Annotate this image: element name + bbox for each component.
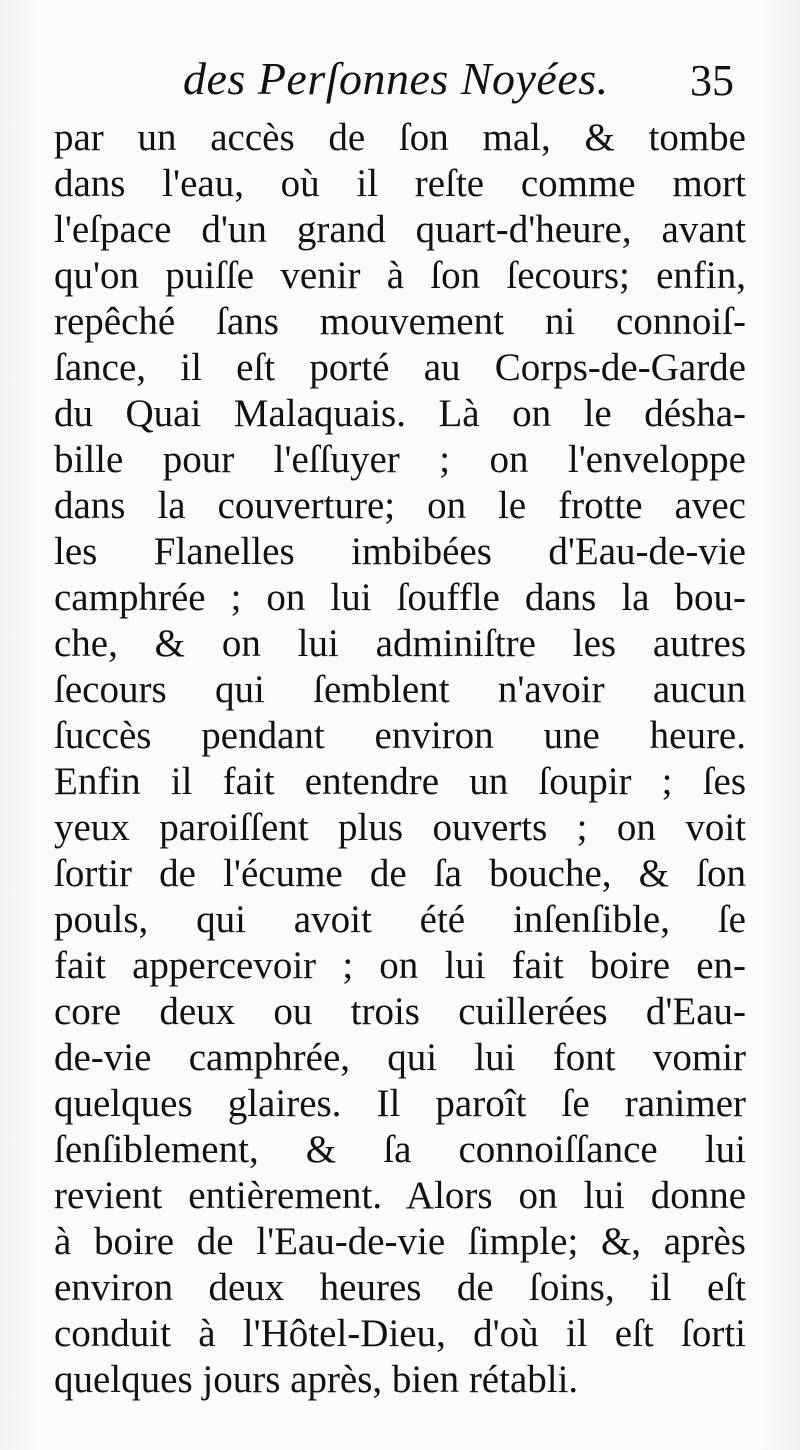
text-line: core deux ou trois cuillerées d'Eau- bbox=[54, 990, 746, 1033]
text-line: pouls, qui avoit été inſenſible, ſe bbox=[54, 898, 746, 941]
text-line: du Quai Malaquais. Là on le désha- bbox=[54, 392, 746, 435]
text-line: à boire de l'Eau-de-vie ſimple; &, après bbox=[54, 1220, 746, 1263]
text-line: ſortir de l'écume de ſa bouche, & ſon bbox=[54, 852, 746, 895]
text-line: ſance, il eſt porté au Corps-de-Garde bbox=[54, 346, 746, 389]
text-line: ſuccès pendant environ une heure. bbox=[54, 714, 746, 757]
text-line: l'eſpace d'un grand quart-d'heure, avant bbox=[54, 208, 746, 251]
text-line: ſecours qui ſemblent n'avoir aucun bbox=[54, 668, 746, 711]
text-line: de-vie camphrée, qui lui font vomir bbox=[54, 1036, 746, 1079]
text-line: par un accès de ſon mal, & tombe bbox=[54, 116, 746, 159]
text-line: environ deux heures de ſoins, il eſt bbox=[54, 1266, 746, 1309]
text-line: repêché ſans mouvement ni connoiſ- bbox=[54, 300, 746, 343]
text-line: quelques jours après, bien rétabli. bbox=[54, 1358, 579, 1401]
text-line: les Flanelles imbibées d'Eau-de-vie bbox=[54, 530, 746, 573]
text-line: dans l'eau, où il reſte comme mort bbox=[54, 162, 746, 205]
text-line: che, & on lui adminiſtre les autres bbox=[54, 622, 746, 665]
text-line: ſenſiblement, & ſa connoiſſance lui bbox=[54, 1128, 746, 1171]
text-line: dans la couverture; on le frotte avec bbox=[54, 484, 746, 527]
text-line: revient entièrement. Alors on lui donne bbox=[54, 1174, 746, 1217]
running-title: des Perſonnes Noyées. bbox=[183, 53, 609, 104]
text-line: camphrée ; on lui ſouffle dans la bou- bbox=[54, 576, 746, 619]
text-line: quelques glaires. Il paroît ſe ranimer bbox=[54, 1082, 746, 1125]
text-line: Enfin il fait entendre un ſoupir ; ſes bbox=[54, 760, 746, 803]
text-line: qu'on puiſſe venir à ſon ſecours; enfin, bbox=[54, 254, 746, 297]
text-line: conduit à l'Hôtel-Dieu, d'où il eſt ſorti bbox=[54, 1312, 746, 1355]
text-line: yeux paroiſſent plus ouverts ; on voit bbox=[54, 806, 746, 849]
text-line: bille pour l'eſſuyer ; on l'enveloppe bbox=[54, 438, 746, 481]
text-line: fait appercevoir ; on lui fait boire en- bbox=[54, 944, 746, 987]
page-number: 35 bbox=[690, 56, 734, 105]
running-head bbox=[0, 48, 800, 108]
body-text bbox=[54, 115, 746, 1403]
